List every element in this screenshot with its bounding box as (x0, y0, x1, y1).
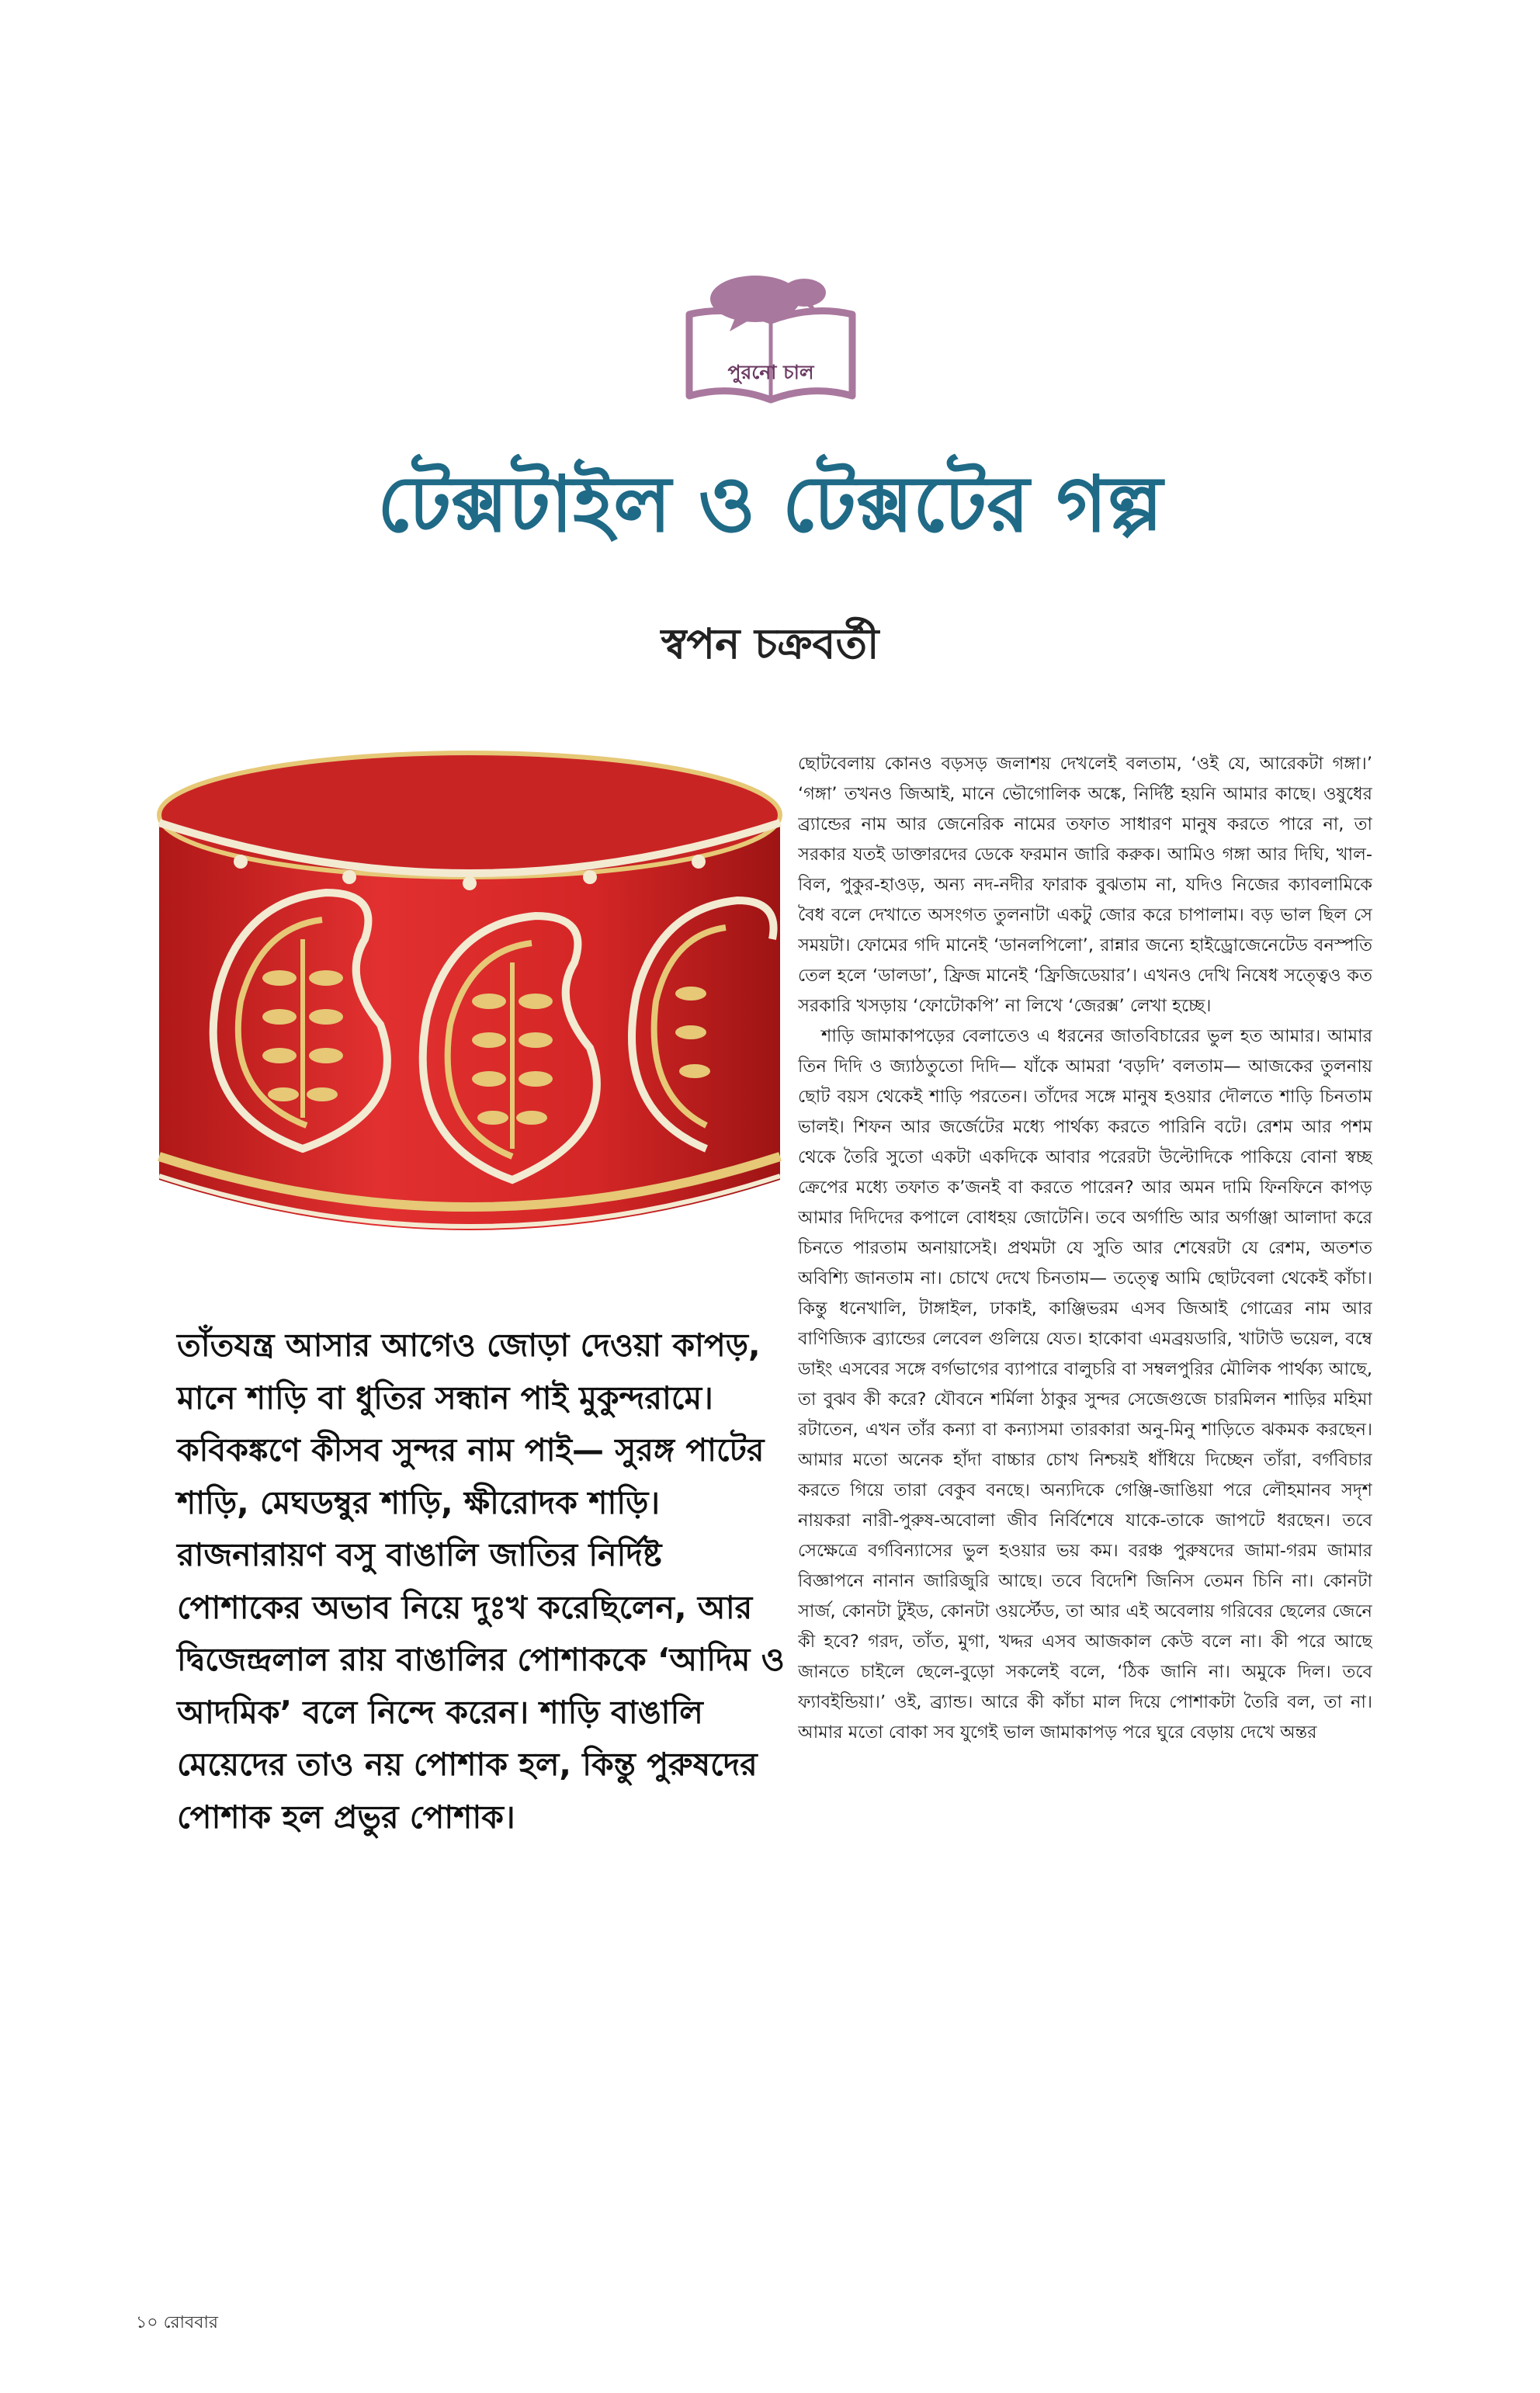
page-number: ১০ (136, 2313, 158, 2332)
article-photo (147, 745, 792, 1257)
pull-quote-text: তাঁতযন্ত্র আসার আগেও জোড়া দেওয়া কাপড়, মানে শাড়ি বা ধুতির সন্ধান পাই মুকুন্দরামে। কবিকঙ্কণে কীসব সুন্দর নাম পাই— সুরঙ্গ পাটের শাড়ি, মেঘডম্বুর শাড়ি, ক্ষীরোদক শাড়ি। রাজনারায়ণ বসু বাঙালি জাতির নির্দিষ্ট পোশাকের অভাব নিয়ে দুঃখ করেছিলেন, আর দ্বিজেন্দ্রলাল রায় বাঙালির পোশাককে ‘আদিম ও আদমিক’ বলে নিন্দে করেন। শাড়ি বাঙালি মেয়েদের তাও নয় পোশাক হল, কিন্তু পুরুষদের পোশাক হল প্রভুর পোশাক। (177, 1327, 785, 1836)
article-paragraph: শাড়ি জামাকাপড়ের বেলাতেও এ ধরনের জাতবিচারের ভুল হত আমার। আমার তিন দিদি ও জ্যাঠতুতো দিদি— যাঁকে আমরা ‘বড়দি’ বলতাম— আজকের তুলনায় ছোট বয়স থেকেই শাড়ি পরতেন। তাঁদের সঙ্গে মানুষ হওয়ার দৌলতে শাড়ি চিনতাম ভালই। শিফন আর জর্জেটের মধ্যে পার্থক্য করতে পারিনি বটে। রেশম আর পশম থেকে তৈরি সুতো একটা একদিকে আবার পরেরটা উল্টোদিকে পাকিয়ে বোনা স্বচ্ছ ক্রেপের মধ্যে তফাত ক’জনই বা করতে পারেন? আর অমন দামি ফিনফিনে কাপড় আমার দিদিদের কপালে বোধহয় জোটেনি। তবে অর্গান্ডি আর অর্গাঞ্জা আলাদা করে চিনতে পারতাম অনায়াসেই। প্রথমটা যে সুতি আর শেষেরটা যে রেশম, অতশত অবিশ্যি জানতাম না। চোখে দেখে চিনতাম— তত্ত্বে আমি ছোটবেলা থেকেই কাঁচা। কিন্তু ধনেখালি, টাঙ্গাইল, ঢাকাই, কাঞ্জিভরম এসব জিআই গোত্রের নাম আর বাণিজ্যিক ব্র্যান্ডের লেবেল গুলিয়ে যেত। হাকোবা এমব্রয়ডারি, খাটাউ ভয়েল, বম্বে ডাইং এসবের সঙ্গে বর্গভাগের ব্যাপারে বালুচরি বা সম্বলপুরির মৌলিক পার্থক্য আছে, তা বুঝব কী করে? যৌবনে শর্মিলা ঠাকুর সুন্দর সেজেগুজে চারমিলন শাড়ির মহিমা রটাতেন, এখন তাঁর কন্যা বা কন্যাসমা তারকারা অনু-মিনু শাড়িতে ঝকমক করছেন। আমার মতো অনেক হাঁদা বাচ্চার চোখ নিশ্চয়ই ধাঁধিয়ে দিচ্ছেন তাঁরা, বর্গবিচার করতে গিয়ে তারা বেকুব বনছে। অন্যদিকে গেঞ্জি-জাঙিয়া পরে লৌহমানব সদৃশ নায়করা নারী-পুরুষ-অবোলা জীব নির্বিশেষে যাকে-তাকে জাপটে ধরছেন। তবে সেক্ষেত্রে বর্গবিন্যাসের ভুল হওয়ার ভয় কম। বরঞ্চ পুরুষদের জামা-গরম জামার বিজ্ঞাপনে নানান জারিজুরি আছে। তবে বিদেশি জিনিস তেমন চিনি না। কোনটা সার্জ, কোনটা টুইড, কোনটা ওয়র্স্টেড, তা আর এই অবেলায় গরিবের ছেলের জেনে কী হবে? গরদ, তাঁত, মুগা, খদ্দর এসব আজকাল কেউ বলে না। কী পরে আছে জানতে চাইলে ছেলে-বুড়ো সকলেই বলে, ‘ঠিক জানি না। অমুকে দিল। তবে ফ্যাবইন্ডিয়া।’ ওই, ব্র্যান্ড। আরে কী কাঁচা মাল দিয়ে পোশাকটা তৈরি বল, তা না। আমার মতো বোকা সব যুগেই ভাল জামাকাপড় পরে ঘুরে বেড়ায় দেখে অন্তর (798, 1026, 1372, 1743)
article-title: টেক্সটাইল ও টেক্সটের গল্প (377, 459, 1163, 550)
article-paragraph: ছোটবেলায় কোনও বড়সড় জলাশয় দেখলেই বলতাম, ‘ওই যে, আরেকটা গঙ্গা।’ ‘গঙ্গা’ তখনও জিআই, মানে ভৌগোলিক অঙ্কে, নির্দিষ্ট হয়নি আমার কাছে। ওষুধের ব্র্যান্ডের নাম আর জেনেরিক নামের তফাত সাধারণ মানুষ করতে পারে না, তা সরকার যতই ডাক্তারদের ডেকে ফরমান জারি করুক। আমিও গঙ্গা আর দিঘি, খাল-বিল, পুকুর-হাওড়, অন্য নদ-নদীর ফারাক বুঝতাম না, যদিও নিজের ক্যাবলামিকে বৈধ বলে দেখাতে অসংগত তুলনাটা একটু জোর করে চাপালাম। বড় ভাল ছিল সে সময়টা। ফোমের গদি মানেই ‘ডানলপিলো’, রান্নার জন্যে হাইড্রোজেনেটেড বনস্পতি তেল হলে ‘ডালডা’, ফ্রিজ মানেই ‘ফ্রিজিডেয়ার’। এখনও দেখি নিষেধ সত্ত্বেও কত সরকারি খসড়ায় ‘ফোটোকপি’ না লিখে ‘জেরক্স’ লেখা হচ্ছে। (798, 754, 1372, 1016)
page-footer (136, 2309, 218, 2338)
article-body (798, 749, 1372, 2286)
author-byline: স্বপন চক্রবর্তী (661, 619, 879, 668)
magazine-name: রোববার (163, 2313, 218, 2332)
embroidered-fabric-roll-image (147, 745, 792, 1257)
section-label: পুরনো চাল (727, 361, 814, 383)
pull-quote (177, 1320, 790, 1843)
section-logo (682, 268, 860, 408)
